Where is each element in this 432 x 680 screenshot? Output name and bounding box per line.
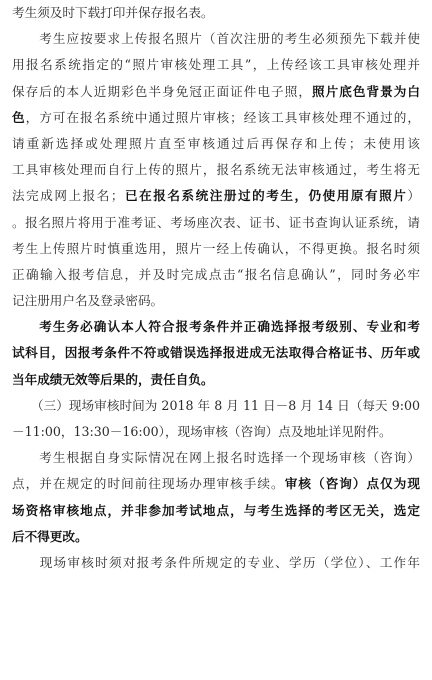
bold-text: 当年成绩无效等后果的，责任自负。 <box>12 371 214 387</box>
bold-text: 色 <box>12 109 26 125</box>
paragraph <box>12 26 420 314</box>
text-run: 考生应按要求上传报名照片（首次注册的考生必须预先下载并使 <box>12 31 420 47</box>
text-run: 工具审核处理而自行上传的照片，报名系统无法审核通过，考生将无 <box>12 162 420 178</box>
text-line <box>12 0 420 26</box>
document-body <box>12 0 420 576</box>
text-line <box>12 419 420 445</box>
text-line <box>12 471 420 497</box>
text-line <box>12 340 420 366</box>
bold-text: 试科目，因报考条件不符或错误选择报进成无法取得合格证书、历年或 <box>12 345 420 361</box>
text-line <box>12 524 420 550</box>
text-line <box>12 288 420 314</box>
paragraph <box>12 0 420 26</box>
bold-text: 考生务必确认本人符合报考条件并正确选择报考级别、专业和考 <box>12 319 420 335</box>
paragraph <box>12 550 420 576</box>
text-run: 正确输入报考信息，并及时完成点击“报名信息确认”，同时务必牢 <box>12 266 420 282</box>
text-line <box>12 52 420 78</box>
text-line <box>12 314 420 340</box>
text-run: 用报名系统指定的“照片审核处理工具”，上传经该工具审核处理并 <box>12 57 420 73</box>
bold-text: 后不得更改。 <box>12 528 88 544</box>
text-line <box>12 26 420 52</box>
text-run: －11:00，13:30－16:00），现场审核（咨询）点及地址详见附件。 <box>12 424 392 439</box>
text-run: 保存后的本人近期彩色半身免冠正面证件电子照， <box>12 83 312 99</box>
text-run: （三）现场审核时间为 2018 年 8 月 11 日－8 月 14 日（每天 9:00 <box>12 397 420 413</box>
text-run: ，方可在报名系统中通过照片审核；经该工具审核处理不通过的， <box>25 109 420 125</box>
text-line <box>12 157 420 183</box>
text-run: 。报名照片将用于准考证、考场座次表、证书、证书查询认证系统，请 <box>12 214 420 230</box>
text-line <box>12 105 420 131</box>
text-line <box>12 131 420 157</box>
text-run: 法完成网上报名； <box>12 188 124 204</box>
text-line <box>12 183 420 209</box>
text-line <box>12 550 420 576</box>
text-line <box>12 236 420 262</box>
text-line <box>12 445 420 471</box>
text-line <box>12 210 420 236</box>
text-run: 现场审核时须对报考条件所规定的专业、学历（学位）、工作年 <box>12 554 420 570</box>
paragraph <box>12 445 420 550</box>
text-line <box>12 262 420 288</box>
text-line <box>12 367 420 393</box>
text-line <box>12 79 420 105</box>
text-run: 考生上传照片时慎重选用，照片一经上传确认，不得更换。报名时须 <box>12 240 420 256</box>
bold-text: 已在报名系统注册过的考生，仍使用原有照片 <box>123 188 408 204</box>
paragraph <box>12 314 420 393</box>
text-line <box>12 393 420 419</box>
text-line <box>12 498 420 524</box>
text-run: ） <box>407 188 420 204</box>
text-run: 考生须及时下载打印并保存报名表。 <box>12 5 214 20</box>
text-run: 点，并在规定的时间前往现场办理审核手续。 <box>12 476 285 492</box>
text-run: 请重新选择或处理照片直至审核通过后再保存和上传；未使用该 <box>12 135 420 151</box>
bold-text: 审核（咨询）点仅为现 <box>284 476 420 492</box>
paragraph <box>12 393 420 445</box>
bold-text: 场资格审核地点，并非参加考试地点，与考生选择的考区无关，选定 <box>12 502 420 518</box>
text-run: 考生根据自身实际情况在网上报名时选择一个现场审核（咨询） <box>12 450 420 466</box>
text-run: 记注册用户名及登录密码。 <box>12 293 164 309</box>
bold-text: 照片底色背景为白 <box>311 83 420 99</box>
